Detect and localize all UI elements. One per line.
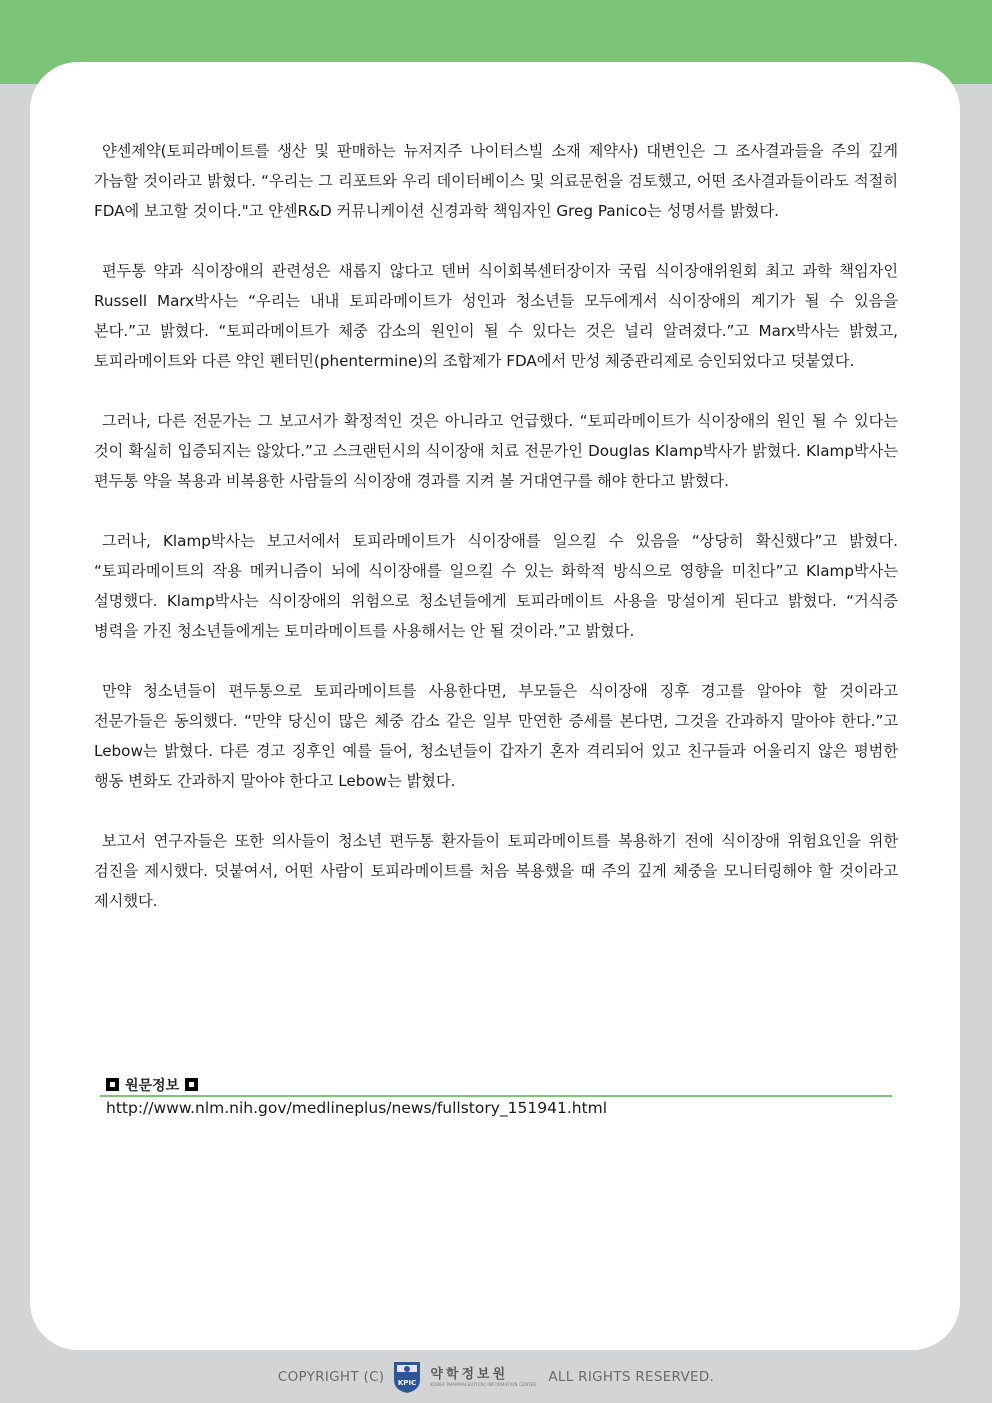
square-bullet-icon <box>185 1078 198 1091</box>
org-subtitle: KOREA PHARMACEUTICAL INFORMATION CENTER <box>430 1381 537 1387</box>
paragraph: 보고서 연구자들은 또한 의사들이 청소년 편두통 환자들이 토피라메이트를 복용하기 전에 식이장애 위험요인을 위한 검진을 제시했다. 덧붙여서, 어떤 사람이 토피라메이트를 처음 복용했을 때 주의 깊게 체중을 모니터링해야 할 것이라고 제시했다. <box>94 832 898 910</box>
paragraph: 편두통 약과 식이장애의 관련성은 새롭지 않다고 덴버 식이회복센터장이자 국립 식이장애위원회 최고 과학 책임자인 Russell Marx박사는 “우리는 내내 토피라메이트가 성인과 청소년들 모두에게서 식이장애의 계기가 될 수 있음을 본다.”고 밝혔다. “토피라메이트가 체중 감소의 원인이 될 수 있다는 것은 널리 알려졌다.”고 Marx박사는 밝혔고, 토피라메이트와 다른 약인 펜터민(phentermine)의 조합제가 FDA에서 만성 체중관리제로 승인되었다고 덧붙였다. <box>94 262 898 370</box>
source-heading <box>100 1074 892 1097</box>
source-info <box>100 1074 892 1117</box>
paragraph: 그러나, Klamp박사는 보고서에서 토피라메이트가 식이장애를 일으킬 수 있음을 “상당히 확신했다”고 밝혔다. “토피라메이트의 작용 메커니즘이 뇌에 식이장애를 일으킬 수 있는 화학적 방식으로 영향을 미친다”고 Klamp박사는 설명했다. Klamp박사는 식이장애의 위험으로 청소년들에게 토피라메이트 사용을 망설이게 된다고 밝혔다. “거식증 병력을 가진 청소년들에게는 토미라메이트를 사용해서는 안 될 것이라.”고 밝혔다. <box>94 532 898 640</box>
kpic-logo-icon <box>392 1360 422 1394</box>
org-block <box>430 1367 536 1388</box>
logo-text: KPIC <box>398 1379 417 1387</box>
org-name: 약학정보원 <box>430 1366 509 1382</box>
rights-text: ALL RIGHTS RESERVED. <box>548 1369 715 1385</box>
paragraph: 만약 청소년들이 편두통으로 토피라메이트를 사용한다면, 부모들은 식이장애 징후 경고를 알아야 할 것이라고 전문가들은 동의했다. “만약 당신이 많은 체중 감소 같은 일부 만연한 증세를 본다면, 그것을 간과하지 말아야 한다.”고 Lebow는 밝혔다. 다른 경고 징후인 예를 들어, 청소년들이 갑자기 혼자 격리되어 있고 친구들과 어울리지 않은 평범한 행동 변화도 간과하지 말아야 한다고 Lebow는 밝혔다. <box>94 682 898 790</box>
copyright-text: COPYRIGHT (C) <box>277 1369 385 1385</box>
source-title: 원문정보 <box>125 1077 180 1094</box>
source-url-link[interactable]: http://www.nlm.nih.gov/medlineplus/news/fullstory_151941.html <box>106 1099 608 1117</box>
paragraph: 그러나, 다른 전문가는 그 보고서가 확정적인 것은 아니라고 언급했다. “토피라메이트가 식이장애의 원인 될 수 있다는 것이 확실히 입증되지는 않았다.”고 스크랜턴시의 식이장애 치료 전문가인 Douglas Klamp박사가 밝혔다. Klamp박사는 편두통 약을 복용과 비복용한 사람들의 식이장애 경과를 지켜 볼 거대연구를 해야 한다고 밝혔다. <box>94 412 898 490</box>
square-bullet-icon <box>106 1078 119 1091</box>
paragraph: 얀센제약(토피라메이트를 생산 및 판매하는 뉴저지주 나이터스빌 소재 제약사) 대변인은 그 조사결과들을 주의 깊게 가늠할 것이라고 밝혔다. “우리는 그 리포트와 우리 데이터베이스 및 의료문헌을 검토했고, 어떤 조사결과들이라도 적절히 FDA에 보고할 것이다."고 얀센R&D 커뮤니케이션 신경과학 책임자인 Greg Panico는 성명서를 밝혔다. <box>94 142 898 220</box>
article-body <box>94 136 898 916</box>
footer <box>0 1358 992 1396</box>
